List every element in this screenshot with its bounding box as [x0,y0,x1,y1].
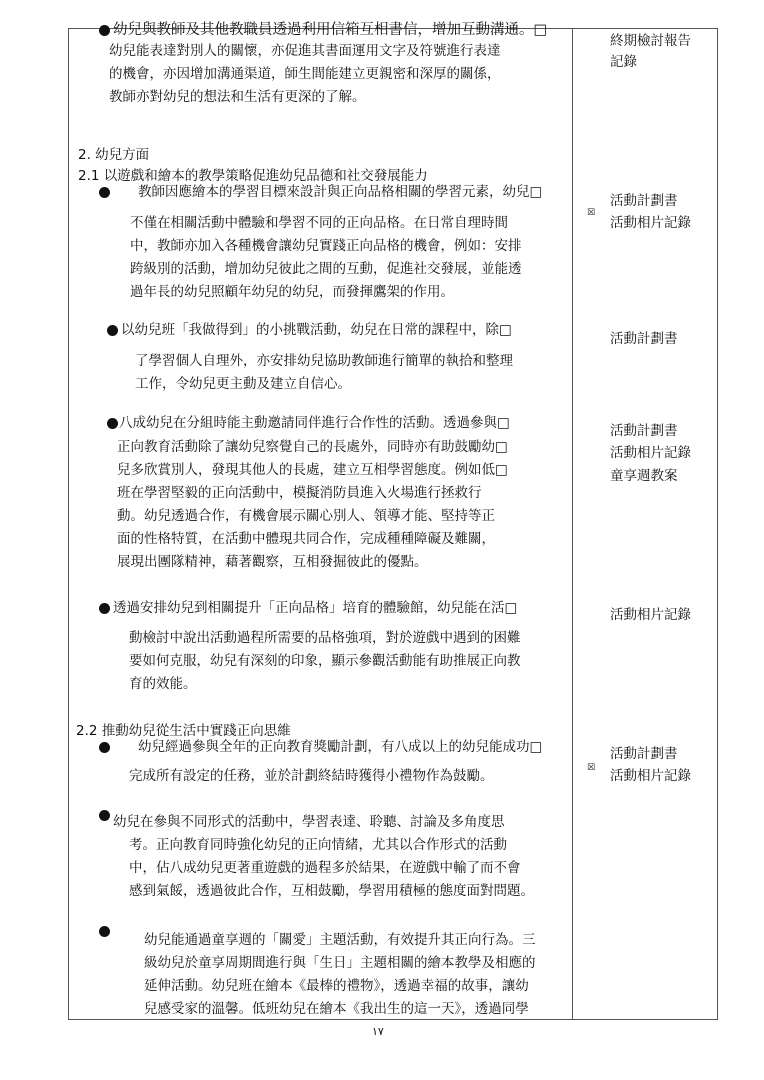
text-line: 幼兒能表達對別人的關懷，亦促進其書面運用文字及符號進行表達 [109,43,501,59]
text-line: 展現出團隊精神，藉著觀察，互相發掘彼此的優點。 [117,554,428,570]
evidence-text: 活動計劃書 [610,193,678,209]
text-line: 感到氣餒，透過彼此合作，互相鼓勵，學習用積極的態度面對問題。 [129,883,534,899]
bullet-icon [99,926,110,937]
text-line: 兒多欣賞別人，發現其他人的長處，建立互相學習態度。例如低□ [117,462,508,478]
item-paragraph [144,929,536,1021]
item-paragraph [138,736,542,759]
item-paragraph [121,319,512,342]
evidence-text: 記錄 [610,54,637,70]
bullet-icon [99,25,110,36]
bullet-icon [99,187,110,198]
text-line: 幼兒經過參與全年的正向教育獎勵計劃，有八成以上的幼兒能成功□ [138,739,543,755]
item-paragraph [129,765,494,788]
evidence-text: 活動計劃書 [610,746,678,762]
item-paragraph [117,436,508,574]
evidence-text: 活動相片記錄 [610,607,691,623]
checkbox-checked-icon: ☒ [587,763,596,773]
text-line: 級幼兒於童享周期間進行與「生日」主題相關的繪本教學及相應的 [144,955,536,971]
item-paragraph [113,597,517,620]
evidence-text: 活動相片記錄 [610,215,691,231]
bullet-icon [99,603,110,614]
text-line: 延伸活動。幼兒班在繪本《最棒的禮物》，透過幸福的故事，讓幼 [144,978,529,994]
evidence-text: 活動計劃書 [610,423,678,439]
text-line: 幼兒在參與不同形式的活動中，學習表達、聆聽、討論及多角度思 [113,814,505,830]
checkbox-checked-icon: ☒ [587,208,596,218]
bullet-icon [107,418,118,429]
text-line: 動檢討中說出活動過程所需要的品格強項，對於遊戲中遇到的困難 [129,630,521,646]
text-line: 過年長的幼兒照顧年幼兒的幼兒，而發揮鷹架的作用。 [130,284,454,300]
subsection-title: 2.1 以遊戲和繪本的教學策略促進幼兒品德和社交發展能力 [78,168,428,184]
text-line: 班在學習堅毅的正向活動中，模擬消防員進入火場進行拯救行 [117,485,482,501]
bullet-icon [99,742,110,753]
item-paragraph [135,350,513,396]
text-line: 八成幼兒在分組時能主動邀請同伴進行合作性的活動。透過參與□ [119,415,510,431]
evidence-text: 活動計劃書 [610,331,678,347]
item-paragraph [130,212,522,304]
text-line: 工作，令幼兒更主動及建立自信心。 [135,376,351,392]
text-line: 育的效能。 [129,676,197,692]
evidence-text: 活動相片記錄 [610,445,691,461]
text-line: 透過安排幼兒到相關提升「正向品格」培育的體驗館，幼兒能在活□ [113,600,518,616]
text-line: 教師因應繪本的學習目標來設計與正向品格相關的學習元素，幼兒□ [138,184,543,200]
text-line: 正向教育活動除了讓幼兒察覺自己的長處外，同時亦有助鼓勵幼□ [117,439,508,455]
item-paragraph [113,811,505,834]
bullet-icon [99,810,110,821]
bullet-icon [107,325,118,336]
intro-paragraph [109,40,501,109]
text-line: 教師亦對幼兒的想法和生活有更深的了解。 [109,89,366,105]
evidence-text: 活動相片記錄 [610,768,691,784]
text-line: 完成所有設定的任務，並於計劃終結時獲得小禮物作為鼓勵。 [129,768,494,784]
item-paragraph [129,627,521,696]
text-line: 不僅在相關活動中體驗和學習不同的正向品格。在日常自理時間 [130,215,508,231]
page-number: ١٧ [372,1025,384,1038]
text-line: 的機會，亦因增加溝通渠道，師生間能建立更親密和深厚的關係， [109,66,501,82]
text-line: 面的性格特質，在活動中體現共同合作，完成種種障礙及難關， [117,531,495,547]
evidence-text: 終期檢討報告 [610,33,691,49]
item-paragraph [138,181,542,204]
text-line: 動。幼兒透過合作，有機會展示關心別人、領導才能、堅持等正 [117,508,495,524]
text-line: 中，佔八成幼兒更著重遊戲的過程多於結果，在遊戲中輸了而不會 [129,860,521,876]
text-line: 幼兒能通過童享週的「關愛」主題活動，有效提升其正向行為。三 [144,932,536,948]
column-divider [572,28,573,1020]
text-line: 要如何克服，幼兒有深刻的印象，顯示參觀活動能有助推展正向教 [129,653,521,669]
text-line: 中，教師亦加入各種機會讓幼兒實踐正向品格的機會，例如：安排 [130,238,522,254]
text-line: 考。正向教育同時強化幼兒的正向情緒，尤其以合作形式的活動 [129,837,507,853]
text-line: 兒感受家的溫馨。低班幼兒在繪本《我出生的這一天》，透過同學 [144,1001,529,1017]
text-line: 跨級別的活動，增加幼兒彼此之間的互動，促進社交發展，並能透 [130,261,522,277]
subsection-title: 2.2 推動幼兒從生活中實踐正向思維 [76,723,291,739]
item-paragraph [129,834,534,903]
section-title: 2. 幼兒方面 [78,147,150,163]
evidence-text: 童享週教案 [610,468,678,484]
item-paragraph [119,412,510,435]
text-line: 了學習個人自理外，亦安排幼兒協助教師進行簡單的執拾和整理 [135,353,513,369]
text-line: 以幼兒班「我做得到」的小挑戰活動，幼兒在日常的課程中，除□ [121,322,512,338]
intro-heading: 幼兒與教師及其他教職員透過利用信箱互相書信，增加互動溝通。□ [113,22,548,38]
